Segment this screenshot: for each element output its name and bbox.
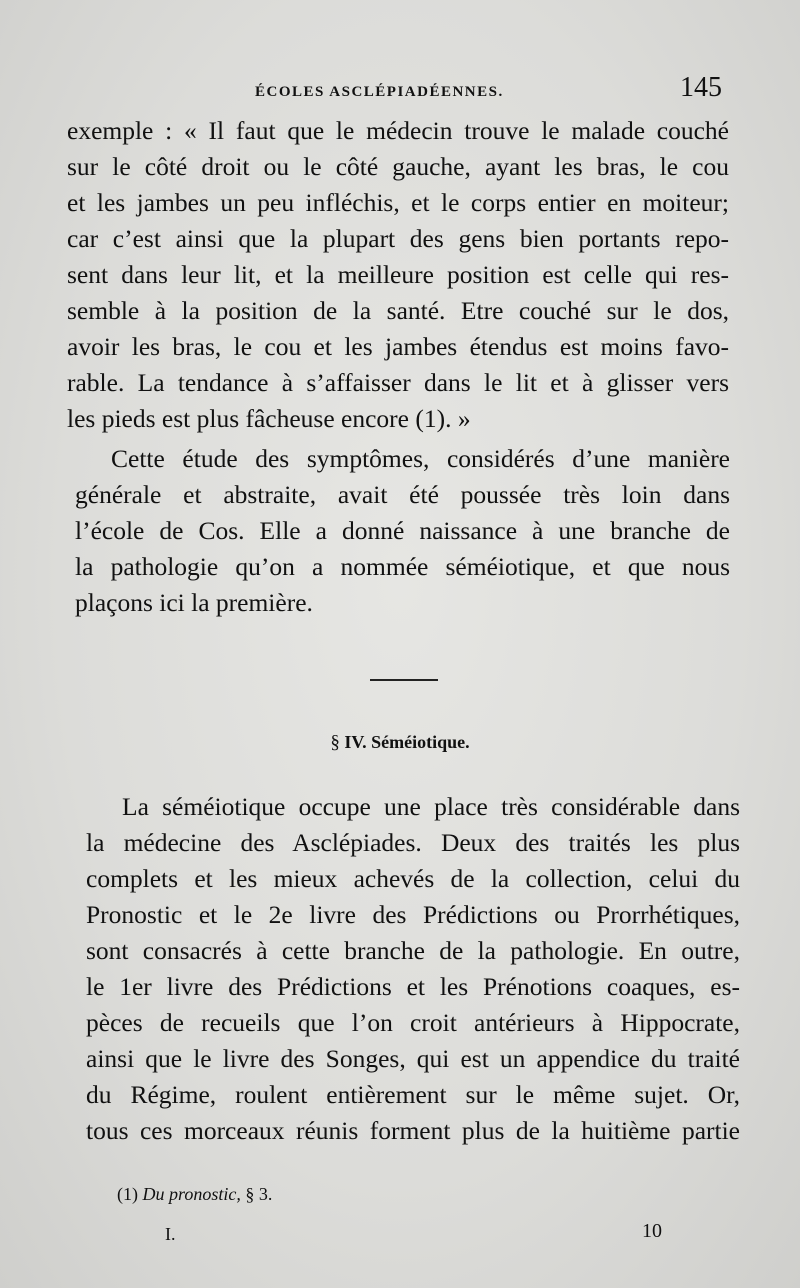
page-header — [60, 72, 722, 118]
footnote-title: Du pronostic, — [142, 1184, 241, 1204]
text-line: et les jambes un peu infléchis, et le corps entier en moiteur; — [67, 188, 729, 217]
text-line: sent dans leur lit, et la meilleure position est celle qui res- — [67, 260, 729, 289]
signature-mark: I. — [165, 1224, 176, 1244]
text-line: rable. La tendance à s’affaisser dans le lit et à glisser vers — [67, 368, 729, 397]
section-heading — [0, 732, 800, 754]
text-line: sont consacrés à cette branche de la pathologie. En outre, — [86, 936, 740, 965]
text-line: le 1er livre des Prédictions et les Prénotions coaques, es- — [86, 972, 740, 1001]
section-number: IV. — [344, 732, 367, 752]
text-line: La séméiotique occupe une place très considérable dans — [122, 792, 740, 821]
section-mark: § — [330, 732, 340, 753]
section-title: Séméiotique. — [371, 732, 470, 752]
text-line: ainsi que le livre des Songes, qui est un appendice du traité — [86, 1044, 740, 1073]
text-line: Pronostic et le 2e livre des Prédictions ou Prorrhétiques, — [86, 900, 740, 929]
paragraph-2 — [75, 441, 730, 621]
text-line: pèces de recueils que l’on croit antérieurs à Hippocrate, — [86, 1008, 740, 1037]
text-line: générale et abstraite, avait été poussée très loin dans — [75, 480, 730, 509]
text-line: sur le côté droit ou le côté gauche, ayant les bras, le cou — [67, 152, 729, 181]
text-line: semble à la position de la santé. Etre couché sur le dos, — [67, 296, 729, 325]
paragraph-3 — [86, 789, 740, 1149]
text-line: les pieds est plus fâcheuse encore (1). » — [67, 404, 471, 433]
paragraph-1 — [67, 113, 729, 437]
text-line: car c’est ainsi que la plupart des gens bien portants repo- — [67, 224, 729, 253]
text-line: avoir les bras, le cou et les jambes étendus est moins favo- — [67, 332, 729, 361]
text-line: l’école de Cos. Elle a donné naissance à une branche de — [75, 516, 730, 545]
text-line: tous ces morceaux réunis forment plus de la huitième partie — [86, 1116, 740, 1145]
page-number: 145 — [680, 72, 722, 103]
running-head: ÉCOLES ASCLÉPIADÉENNES. — [255, 84, 504, 100]
text-line: du Régime, roulent entièrement sur le même sujet. Or, — [86, 1080, 740, 1109]
footnote-marker: (1) — [117, 1184, 138, 1204]
text-line: Cette étude des symptômes, considérés d’une manière — [111, 444, 730, 473]
text-line: exemple : « Il faut que le médecin trouve le malade couché — [67, 116, 729, 145]
text-line: la pathologie qu’on a nommée séméiotique, et que nous — [75, 552, 730, 581]
footnote-ref: § 3. — [245, 1184, 273, 1204]
text-line: la médecine des Asclépiades. Deux des traités les plus — [86, 828, 740, 857]
folio-number: 10 — [642, 1220, 662, 1242]
section-divider — [370, 679, 438, 681]
text-line: plaçons ici la première. — [75, 588, 313, 617]
footnote — [117, 1184, 272, 1205]
text-line: complets et les mieux achevés de la collection, celui du — [86, 864, 740, 893]
